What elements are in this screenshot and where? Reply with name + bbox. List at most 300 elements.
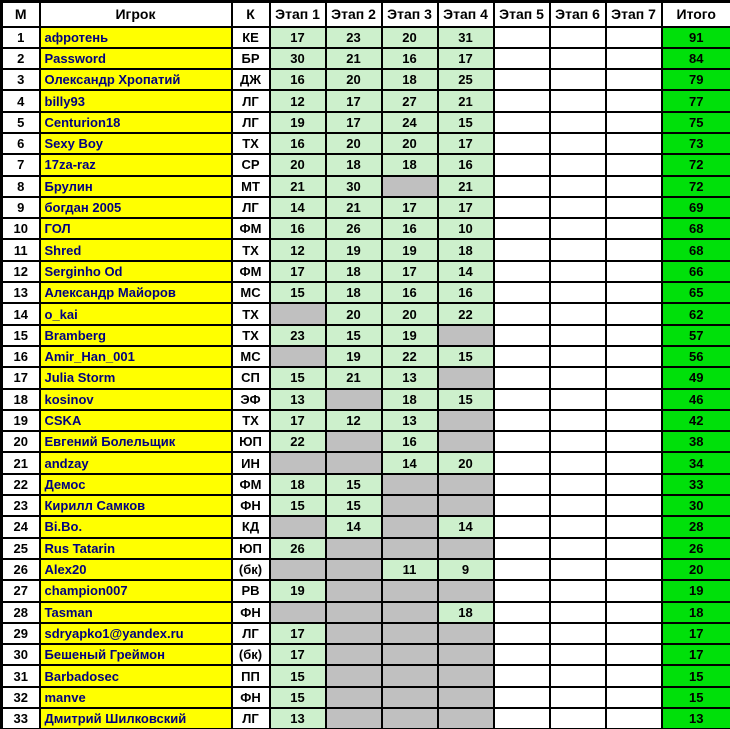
stage-7-cell[interactable]	[606, 90, 662, 111]
stage-7-cell[interactable]	[606, 708, 662, 729]
player-name-cell[interactable]: Бешеный Греймон	[40, 644, 232, 665]
stage-7-cell[interactable]	[606, 69, 662, 90]
stage-2-cell[interactable]: 23	[326, 27, 382, 48]
stage-4-cell[interactable]	[438, 665, 494, 686]
stage-1-cell[interactable]	[270, 303, 326, 324]
stage-2-cell[interactable]	[326, 602, 382, 623]
stage-7-cell[interactable]	[606, 474, 662, 495]
place-cell[interactable]: 29	[2, 623, 40, 644]
stage-2-cell[interactable]: 19	[326, 346, 382, 367]
stage-4-cell[interactable]: 20	[438, 452, 494, 473]
stage-7-cell[interactable]	[606, 452, 662, 473]
header-stage-1[interactable]: Этап 1	[270, 2, 326, 27]
stage-3-cell[interactable]: 17	[382, 197, 438, 218]
stage-7-cell[interactable]	[606, 538, 662, 559]
stage-4-cell[interactable]: 18	[438, 239, 494, 260]
stage-2-cell[interactable]	[326, 559, 382, 580]
stage-6-cell[interactable]	[550, 495, 606, 516]
team-code-cell[interactable]: МТ	[232, 176, 270, 197]
player-name-cell[interactable]: Tasman	[40, 602, 232, 623]
stage-4-cell[interactable]: 22	[438, 303, 494, 324]
stage-4-cell[interactable]: 17	[438, 197, 494, 218]
place-cell[interactable]: 30	[2, 644, 40, 665]
place-cell[interactable]: 33	[2, 708, 40, 729]
total-cell[interactable]: 68	[662, 239, 730, 260]
stage-6-cell[interactable]	[550, 687, 606, 708]
stage-5-cell[interactable]	[494, 708, 550, 729]
stage-2-cell[interactable]: 20	[326, 133, 382, 154]
stage-5-cell[interactable]	[494, 282, 550, 303]
stage-5-cell[interactable]	[494, 580, 550, 601]
stage-7-cell[interactable]	[606, 48, 662, 69]
stage-2-cell[interactable]: 17	[326, 90, 382, 111]
total-cell[interactable]: 46	[662, 389, 730, 410]
stage-4-cell[interactable]	[438, 687, 494, 708]
stage-4-cell[interactable]	[438, 623, 494, 644]
stage-7-cell[interactable]	[606, 665, 662, 686]
player-name-cell[interactable]: kosinov	[40, 389, 232, 410]
stage-3-cell[interactable]	[382, 708, 438, 729]
stage-3-cell[interactable]: 13	[382, 410, 438, 431]
header-stage-6[interactable]: Этап 6	[550, 2, 606, 27]
stage-6-cell[interactable]	[550, 325, 606, 346]
stage-1-cell[interactable]: 14	[270, 197, 326, 218]
stage-2-cell[interactable]	[326, 389, 382, 410]
stage-7-cell[interactable]	[606, 367, 662, 388]
stage-2-cell[interactable]: 21	[326, 197, 382, 218]
stage-7-cell[interactable]	[606, 602, 662, 623]
stage-3-cell[interactable]: 16	[382, 218, 438, 239]
stage-1-cell[interactable]: 16	[270, 218, 326, 239]
header-stage-7[interactable]: Этап 7	[606, 2, 662, 27]
stage-2-cell[interactable]: 18	[326, 154, 382, 175]
stage-7-cell[interactable]	[606, 239, 662, 260]
place-cell[interactable]: 27	[2, 580, 40, 601]
stage-3-cell[interactable]	[382, 495, 438, 516]
stage-3-cell[interactable]	[382, 665, 438, 686]
stage-7-cell[interactable]	[606, 133, 662, 154]
stage-7-cell[interactable]	[606, 687, 662, 708]
stage-1-cell[interactable]: 16	[270, 133, 326, 154]
stage-1-cell[interactable]: 21	[270, 176, 326, 197]
place-cell[interactable]: 28	[2, 602, 40, 623]
player-name-cell[interactable]: Кирилл Самков	[40, 495, 232, 516]
header-stage-4[interactable]: Этап 4	[438, 2, 494, 27]
stage-3-cell[interactable]: 16	[382, 48, 438, 69]
stage-1-cell[interactable]: 17	[270, 410, 326, 431]
stage-4-cell[interactable]: 14	[438, 261, 494, 282]
stage-7-cell[interactable]	[606, 389, 662, 410]
stage-2-cell[interactable]	[326, 687, 382, 708]
total-cell[interactable]: 18	[662, 602, 730, 623]
stage-5-cell[interactable]	[494, 389, 550, 410]
team-code-cell[interactable]: ТХ	[232, 410, 270, 431]
player-name-cell[interactable]: Александр Майоров	[40, 282, 232, 303]
player-name-cell[interactable]: Serginho Od	[40, 261, 232, 282]
stage-5-cell[interactable]	[494, 346, 550, 367]
place-cell[interactable]: 21	[2, 452, 40, 473]
stage-3-cell[interactable]: 22	[382, 346, 438, 367]
place-cell[interactable]: 20	[2, 431, 40, 452]
total-cell[interactable]: 33	[662, 474, 730, 495]
stage-3-cell[interactable]	[382, 623, 438, 644]
team-code-cell[interactable]: КЕ	[232, 27, 270, 48]
header-player[interactable]: Игрок	[40, 2, 232, 27]
stage-6-cell[interactable]	[550, 90, 606, 111]
stage-1-cell[interactable]: 26	[270, 538, 326, 559]
total-cell[interactable]: 62	[662, 303, 730, 324]
stage-7-cell[interactable]	[606, 516, 662, 537]
total-cell[interactable]: 75	[662, 112, 730, 133]
stage-6-cell[interactable]	[550, 367, 606, 388]
stage-2-cell[interactable]: 15	[326, 474, 382, 495]
stage-4-cell[interactable]: 15	[438, 346, 494, 367]
stage-5-cell[interactable]	[494, 495, 550, 516]
total-cell[interactable]: 72	[662, 176, 730, 197]
stage-1-cell[interactable]	[270, 516, 326, 537]
place-cell[interactable]: 11	[2, 239, 40, 260]
stage-7-cell[interactable]	[606, 197, 662, 218]
stage-6-cell[interactable]	[550, 389, 606, 410]
place-cell[interactable]: 3	[2, 69, 40, 90]
stage-7-cell[interactable]	[606, 410, 662, 431]
stage-2-cell[interactable]	[326, 538, 382, 559]
team-code-cell[interactable]: БР	[232, 48, 270, 69]
stage-1-cell[interactable]	[270, 559, 326, 580]
stage-7-cell[interactable]	[606, 282, 662, 303]
stage-7-cell[interactable]	[606, 431, 662, 452]
stage-6-cell[interactable]	[550, 452, 606, 473]
stage-4-cell[interactable]	[438, 431, 494, 452]
stage-2-cell[interactable]	[326, 644, 382, 665]
stage-2-cell[interactable]: 19	[326, 239, 382, 260]
stage-5-cell[interactable]	[494, 410, 550, 431]
place-cell[interactable]: 25	[2, 538, 40, 559]
total-cell[interactable]: 84	[662, 48, 730, 69]
player-name-cell[interactable]: Демос	[40, 474, 232, 495]
team-code-cell[interactable]: ЛГ	[232, 708, 270, 729]
stage-2-cell[interactable]	[326, 580, 382, 601]
stage-7-cell[interactable]	[606, 580, 662, 601]
total-cell[interactable]: 79	[662, 69, 730, 90]
stage-7-cell[interactable]	[606, 495, 662, 516]
player-name-cell[interactable]: Олександр Хропатий	[40, 69, 232, 90]
stage-5-cell[interactable]	[494, 623, 550, 644]
stage-1-cell[interactable]: 23	[270, 325, 326, 346]
stage-1-cell[interactable]: 12	[270, 90, 326, 111]
stage-4-cell[interactable]: 25	[438, 69, 494, 90]
player-name-cell[interactable]: афротень	[40, 27, 232, 48]
team-code-cell[interactable]: ФН	[232, 495, 270, 516]
total-cell[interactable]: 19	[662, 580, 730, 601]
stage-3-cell[interactable]: 20	[382, 133, 438, 154]
stage-3-cell[interactable]: 16	[382, 282, 438, 303]
stage-3-cell[interactable]: 18	[382, 389, 438, 410]
stage-6-cell[interactable]	[550, 239, 606, 260]
stage-6-cell[interactable]	[550, 474, 606, 495]
stage-1-cell[interactable]: 17	[270, 623, 326, 644]
stage-7-cell[interactable]	[606, 261, 662, 282]
stage-4-cell[interactable]	[438, 538, 494, 559]
stage-6-cell[interactable]	[550, 218, 606, 239]
player-name-cell[interactable]: Bramberg	[40, 325, 232, 346]
player-name-cell[interactable]: Брулин	[40, 176, 232, 197]
place-cell[interactable]: 1	[2, 27, 40, 48]
stage-5-cell[interactable]	[494, 602, 550, 623]
player-name-cell[interactable]: sdryapko1@yandex.ru	[40, 623, 232, 644]
player-name-cell[interactable]: Дмитрий Шилковский	[40, 708, 232, 729]
stage-5-cell[interactable]	[494, 452, 550, 473]
stage-7-cell[interactable]	[606, 176, 662, 197]
stage-4-cell[interactable]	[438, 410, 494, 431]
player-name-cell[interactable]: Rus Tatarin	[40, 538, 232, 559]
stage-6-cell[interactable]	[550, 516, 606, 537]
team-code-cell[interactable]: ЛГ	[232, 623, 270, 644]
stage-1-cell[interactable]: 22	[270, 431, 326, 452]
stage-4-cell[interactable]: 18	[438, 602, 494, 623]
stage-1-cell[interactable]: 13	[270, 708, 326, 729]
player-name-cell[interactable]: Julia Storm	[40, 367, 232, 388]
stage-2-cell[interactable]	[326, 665, 382, 686]
stage-7-cell[interactable]	[606, 623, 662, 644]
stage-6-cell[interactable]	[550, 644, 606, 665]
place-cell[interactable]: 19	[2, 410, 40, 431]
total-cell[interactable]: 69	[662, 197, 730, 218]
header-stage-5[interactable]: Этап 5	[494, 2, 550, 27]
stage-6-cell[interactable]	[550, 538, 606, 559]
stage-1-cell[interactable]: 30	[270, 48, 326, 69]
total-cell[interactable]: 38	[662, 431, 730, 452]
total-cell[interactable]: 15	[662, 665, 730, 686]
place-cell[interactable]: 32	[2, 687, 40, 708]
stage-3-cell[interactable]: 20	[382, 303, 438, 324]
stage-1-cell[interactable]: 17	[270, 644, 326, 665]
stage-3-cell[interactable]	[382, 516, 438, 537]
team-code-cell[interactable]: КД	[232, 516, 270, 537]
stage-4-cell[interactable]: 15	[438, 389, 494, 410]
team-code-cell[interactable]: ТХ	[232, 303, 270, 324]
stage-5-cell[interactable]	[494, 431, 550, 452]
total-cell[interactable]: 26	[662, 538, 730, 559]
total-cell[interactable]: 34	[662, 452, 730, 473]
player-name-cell[interactable]: Alex20	[40, 559, 232, 580]
stage-1-cell[interactable]: 15	[270, 687, 326, 708]
stage-5-cell[interactable]	[494, 27, 550, 48]
stage-3-cell[interactable]: 18	[382, 154, 438, 175]
stage-3-cell[interactable]	[382, 538, 438, 559]
stage-5-cell[interactable]	[494, 474, 550, 495]
stage-1-cell[interactable]	[270, 346, 326, 367]
stage-4-cell[interactable]: 31	[438, 27, 494, 48]
stage-3-cell[interactable]: 16	[382, 431, 438, 452]
player-name-cell[interactable]: andzay	[40, 452, 232, 473]
stage-5-cell[interactable]	[494, 644, 550, 665]
team-code-cell[interactable]: (бк)	[232, 559, 270, 580]
player-name-cell[interactable]: o_kai	[40, 303, 232, 324]
stage-5-cell[interactable]	[494, 69, 550, 90]
player-name-cell[interactable]: Shred	[40, 239, 232, 260]
stage-2-cell[interactable]: 20	[326, 303, 382, 324]
stage-5-cell[interactable]	[494, 154, 550, 175]
stage-5-cell[interactable]	[494, 218, 550, 239]
place-cell[interactable]: 15	[2, 325, 40, 346]
stage-6-cell[interactable]	[550, 580, 606, 601]
stage-7-cell[interactable]	[606, 303, 662, 324]
stage-1-cell[interactable]: 15	[270, 665, 326, 686]
stage-6-cell[interactable]	[550, 303, 606, 324]
team-code-cell[interactable]: ЭФ	[232, 389, 270, 410]
stage-5-cell[interactable]	[494, 325, 550, 346]
team-code-cell[interactable]: ФМ	[232, 474, 270, 495]
stage-1-cell[interactable]: 12	[270, 239, 326, 260]
team-code-cell[interactable]: ФМ	[232, 218, 270, 239]
team-code-cell[interactable]: ЛГ	[232, 90, 270, 111]
stage-4-cell[interactable]: 21	[438, 176, 494, 197]
stage-1-cell[interactable]: 15	[270, 367, 326, 388]
total-cell[interactable]: 73	[662, 133, 730, 154]
stage-5-cell[interactable]	[494, 261, 550, 282]
stage-5-cell[interactable]	[494, 90, 550, 111]
stage-5-cell[interactable]	[494, 48, 550, 69]
stage-1-cell[interactable]: 19	[270, 580, 326, 601]
stage-1-cell[interactable]: 13	[270, 389, 326, 410]
place-cell[interactable]: 24	[2, 516, 40, 537]
stage-4-cell[interactable]	[438, 580, 494, 601]
team-code-cell[interactable]: ЮП	[232, 538, 270, 559]
player-name-cell[interactable]: Amir_Han_001	[40, 346, 232, 367]
stage-2-cell[interactable]: 12	[326, 410, 382, 431]
stage-3-cell[interactable]: 11	[382, 559, 438, 580]
stage-6-cell[interactable]	[550, 559, 606, 580]
total-cell[interactable]: 77	[662, 90, 730, 111]
stage-2-cell[interactable]	[326, 452, 382, 473]
stage-5-cell[interactable]	[494, 538, 550, 559]
stage-7-cell[interactable]	[606, 218, 662, 239]
stage-3-cell[interactable]: 20	[382, 27, 438, 48]
team-code-cell[interactable]: ФН	[232, 687, 270, 708]
total-cell[interactable]: 28	[662, 516, 730, 537]
stage-5-cell[interactable]	[494, 133, 550, 154]
stage-5-cell[interactable]	[494, 303, 550, 324]
stage-2-cell[interactable]	[326, 431, 382, 452]
team-code-cell[interactable]: ТХ	[232, 133, 270, 154]
stage-7-cell[interactable]	[606, 112, 662, 133]
player-name-cell[interactable]: богдан 2005	[40, 197, 232, 218]
team-code-cell[interactable]: РВ	[232, 580, 270, 601]
team-code-cell[interactable]: ТХ	[232, 239, 270, 260]
stage-6-cell[interactable]	[550, 665, 606, 686]
place-cell[interactable]: 9	[2, 197, 40, 218]
stage-2-cell[interactable]: 14	[326, 516, 382, 537]
player-name-cell[interactable]: billy93	[40, 90, 232, 111]
stage-6-cell[interactable]	[550, 346, 606, 367]
place-cell[interactable]: 22	[2, 474, 40, 495]
stage-3-cell[interactable]: 17	[382, 261, 438, 282]
place-cell[interactable]: 26	[2, 559, 40, 580]
team-code-cell[interactable]: ПП	[232, 665, 270, 686]
place-cell[interactable]: 7	[2, 154, 40, 175]
total-cell[interactable]: 65	[662, 282, 730, 303]
stage-4-cell[interactable]: 21	[438, 90, 494, 111]
total-cell[interactable]: 57	[662, 325, 730, 346]
total-cell[interactable]: 56	[662, 346, 730, 367]
stage-6-cell[interactable]	[550, 112, 606, 133]
player-name-cell[interactable]: 17za-raz	[40, 154, 232, 175]
stage-5-cell[interactable]	[494, 687, 550, 708]
stage-4-cell[interactable]	[438, 708, 494, 729]
stage-3-cell[interactable]	[382, 602, 438, 623]
player-name-cell[interactable]: Centurion18	[40, 112, 232, 133]
total-cell[interactable]: 17	[662, 623, 730, 644]
stage-7-cell[interactable]	[606, 346, 662, 367]
stage-3-cell[interactable]: 13	[382, 367, 438, 388]
team-code-cell[interactable]: МС	[232, 282, 270, 303]
header-team[interactable]: К	[232, 2, 270, 27]
total-cell[interactable]: 20	[662, 559, 730, 580]
stage-2-cell[interactable]: 30	[326, 176, 382, 197]
stage-3-cell[interactable]	[382, 580, 438, 601]
stage-3-cell[interactable]: 14	[382, 452, 438, 473]
place-cell[interactable]: 12	[2, 261, 40, 282]
stage-2-cell[interactable]: 26	[326, 218, 382, 239]
stage-4-cell[interactable]	[438, 495, 494, 516]
total-cell[interactable]: 13	[662, 708, 730, 729]
total-cell[interactable]: 42	[662, 410, 730, 431]
stage-1-cell[interactable]: 15	[270, 495, 326, 516]
stage-3-cell[interactable]	[382, 474, 438, 495]
stage-6-cell[interactable]	[550, 431, 606, 452]
stage-5-cell[interactable]	[494, 665, 550, 686]
stage-5-cell[interactable]	[494, 516, 550, 537]
team-code-cell[interactable]: МС	[232, 346, 270, 367]
stage-3-cell[interactable]: 24	[382, 112, 438, 133]
stage-7-cell[interactable]	[606, 154, 662, 175]
stage-4-cell[interactable]: 17	[438, 133, 494, 154]
player-name-cell[interactable]: Bi.Bo.	[40, 516, 232, 537]
stage-1-cell[interactable]	[270, 602, 326, 623]
stage-6-cell[interactable]	[550, 261, 606, 282]
stage-3-cell[interactable]	[382, 644, 438, 665]
player-name-cell[interactable]: manve	[40, 687, 232, 708]
stage-4-cell[interactable]: 14	[438, 516, 494, 537]
stage-2-cell[interactable]: 15	[326, 495, 382, 516]
stage-5-cell[interactable]	[494, 367, 550, 388]
player-name-cell[interactable]: Sexy Boy	[40, 133, 232, 154]
stage-2-cell[interactable]: 21	[326, 48, 382, 69]
header-place[interactable]: М	[2, 2, 40, 27]
stage-5-cell[interactable]	[494, 559, 550, 580]
stage-7-cell[interactable]	[606, 644, 662, 665]
stage-1-cell[interactable]: 20	[270, 154, 326, 175]
total-cell[interactable]: 49	[662, 367, 730, 388]
total-cell[interactable]: 72	[662, 154, 730, 175]
stage-4-cell[interactable]	[438, 367, 494, 388]
stage-2-cell[interactable]: 18	[326, 282, 382, 303]
stage-6-cell[interactable]	[550, 708, 606, 729]
stage-6-cell[interactable]	[550, 602, 606, 623]
team-code-cell[interactable]: СР	[232, 154, 270, 175]
stage-6-cell[interactable]	[550, 623, 606, 644]
total-cell[interactable]: 66	[662, 261, 730, 282]
stage-2-cell[interactable]: 15	[326, 325, 382, 346]
stage-4-cell[interactable]: 10	[438, 218, 494, 239]
header-stage-3[interactable]: Этап 3	[382, 2, 438, 27]
stage-4-cell[interactable]	[438, 644, 494, 665]
place-cell[interactable]: 2	[2, 48, 40, 69]
stage-1-cell[interactable]	[270, 452, 326, 473]
player-name-cell[interactable]: CSKA	[40, 410, 232, 431]
place-cell[interactable]: 18	[2, 389, 40, 410]
